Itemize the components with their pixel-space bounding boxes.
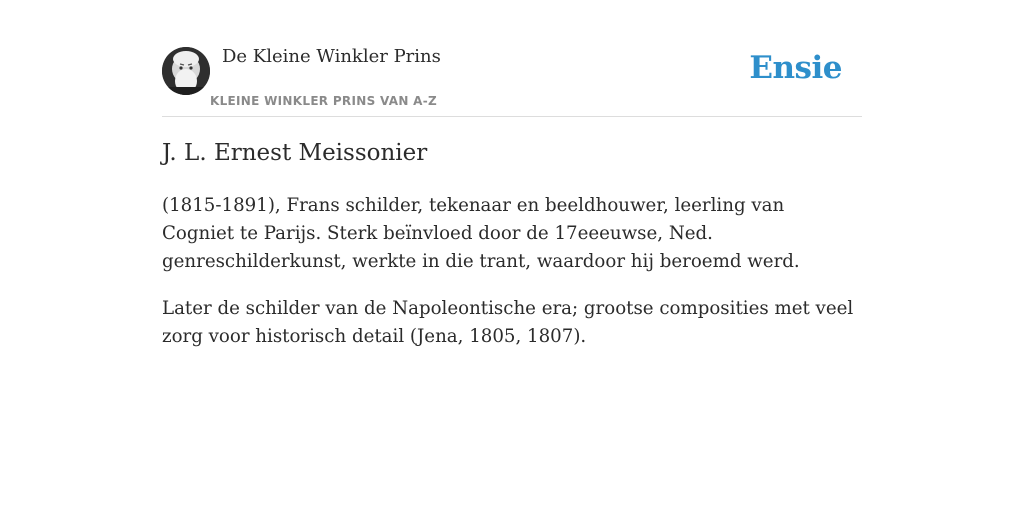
source-avatar[interactable]	[162, 47, 210, 95]
article-paragraph: (1815-1891), Frans schilder, tekenaar en beeldhouwer, leerling van Cogniet te Parijs. Sterk beïnvloed door de 17eeeuwse, Ned. genreschilderkunst, werkte in die trant, waardoor hij beroemd werd.	[162, 195, 800, 272]
source-subtitle: KLEINE WINKLER PRINS VAN A-Z	[210, 94, 438, 108]
source-title-link[interactable]: De Kleine Winkler Prins	[222, 46, 441, 67]
brand-logo[interactable]: Ensie	[749, 50, 842, 86]
article-paragraph: Later de schilder van de Napoleontische era; grootse composities met veel zorg voor historisch detail (Jena, 1805, 1807).	[162, 298, 854, 347]
page-container	[162, 0, 862, 347]
source-header	[162, 0, 862, 117]
article-body	[162, 192, 862, 370]
portrait-icon	[162, 47, 210, 95]
article-title: J. L. Ernest Meissonier	[162, 140, 428, 166]
